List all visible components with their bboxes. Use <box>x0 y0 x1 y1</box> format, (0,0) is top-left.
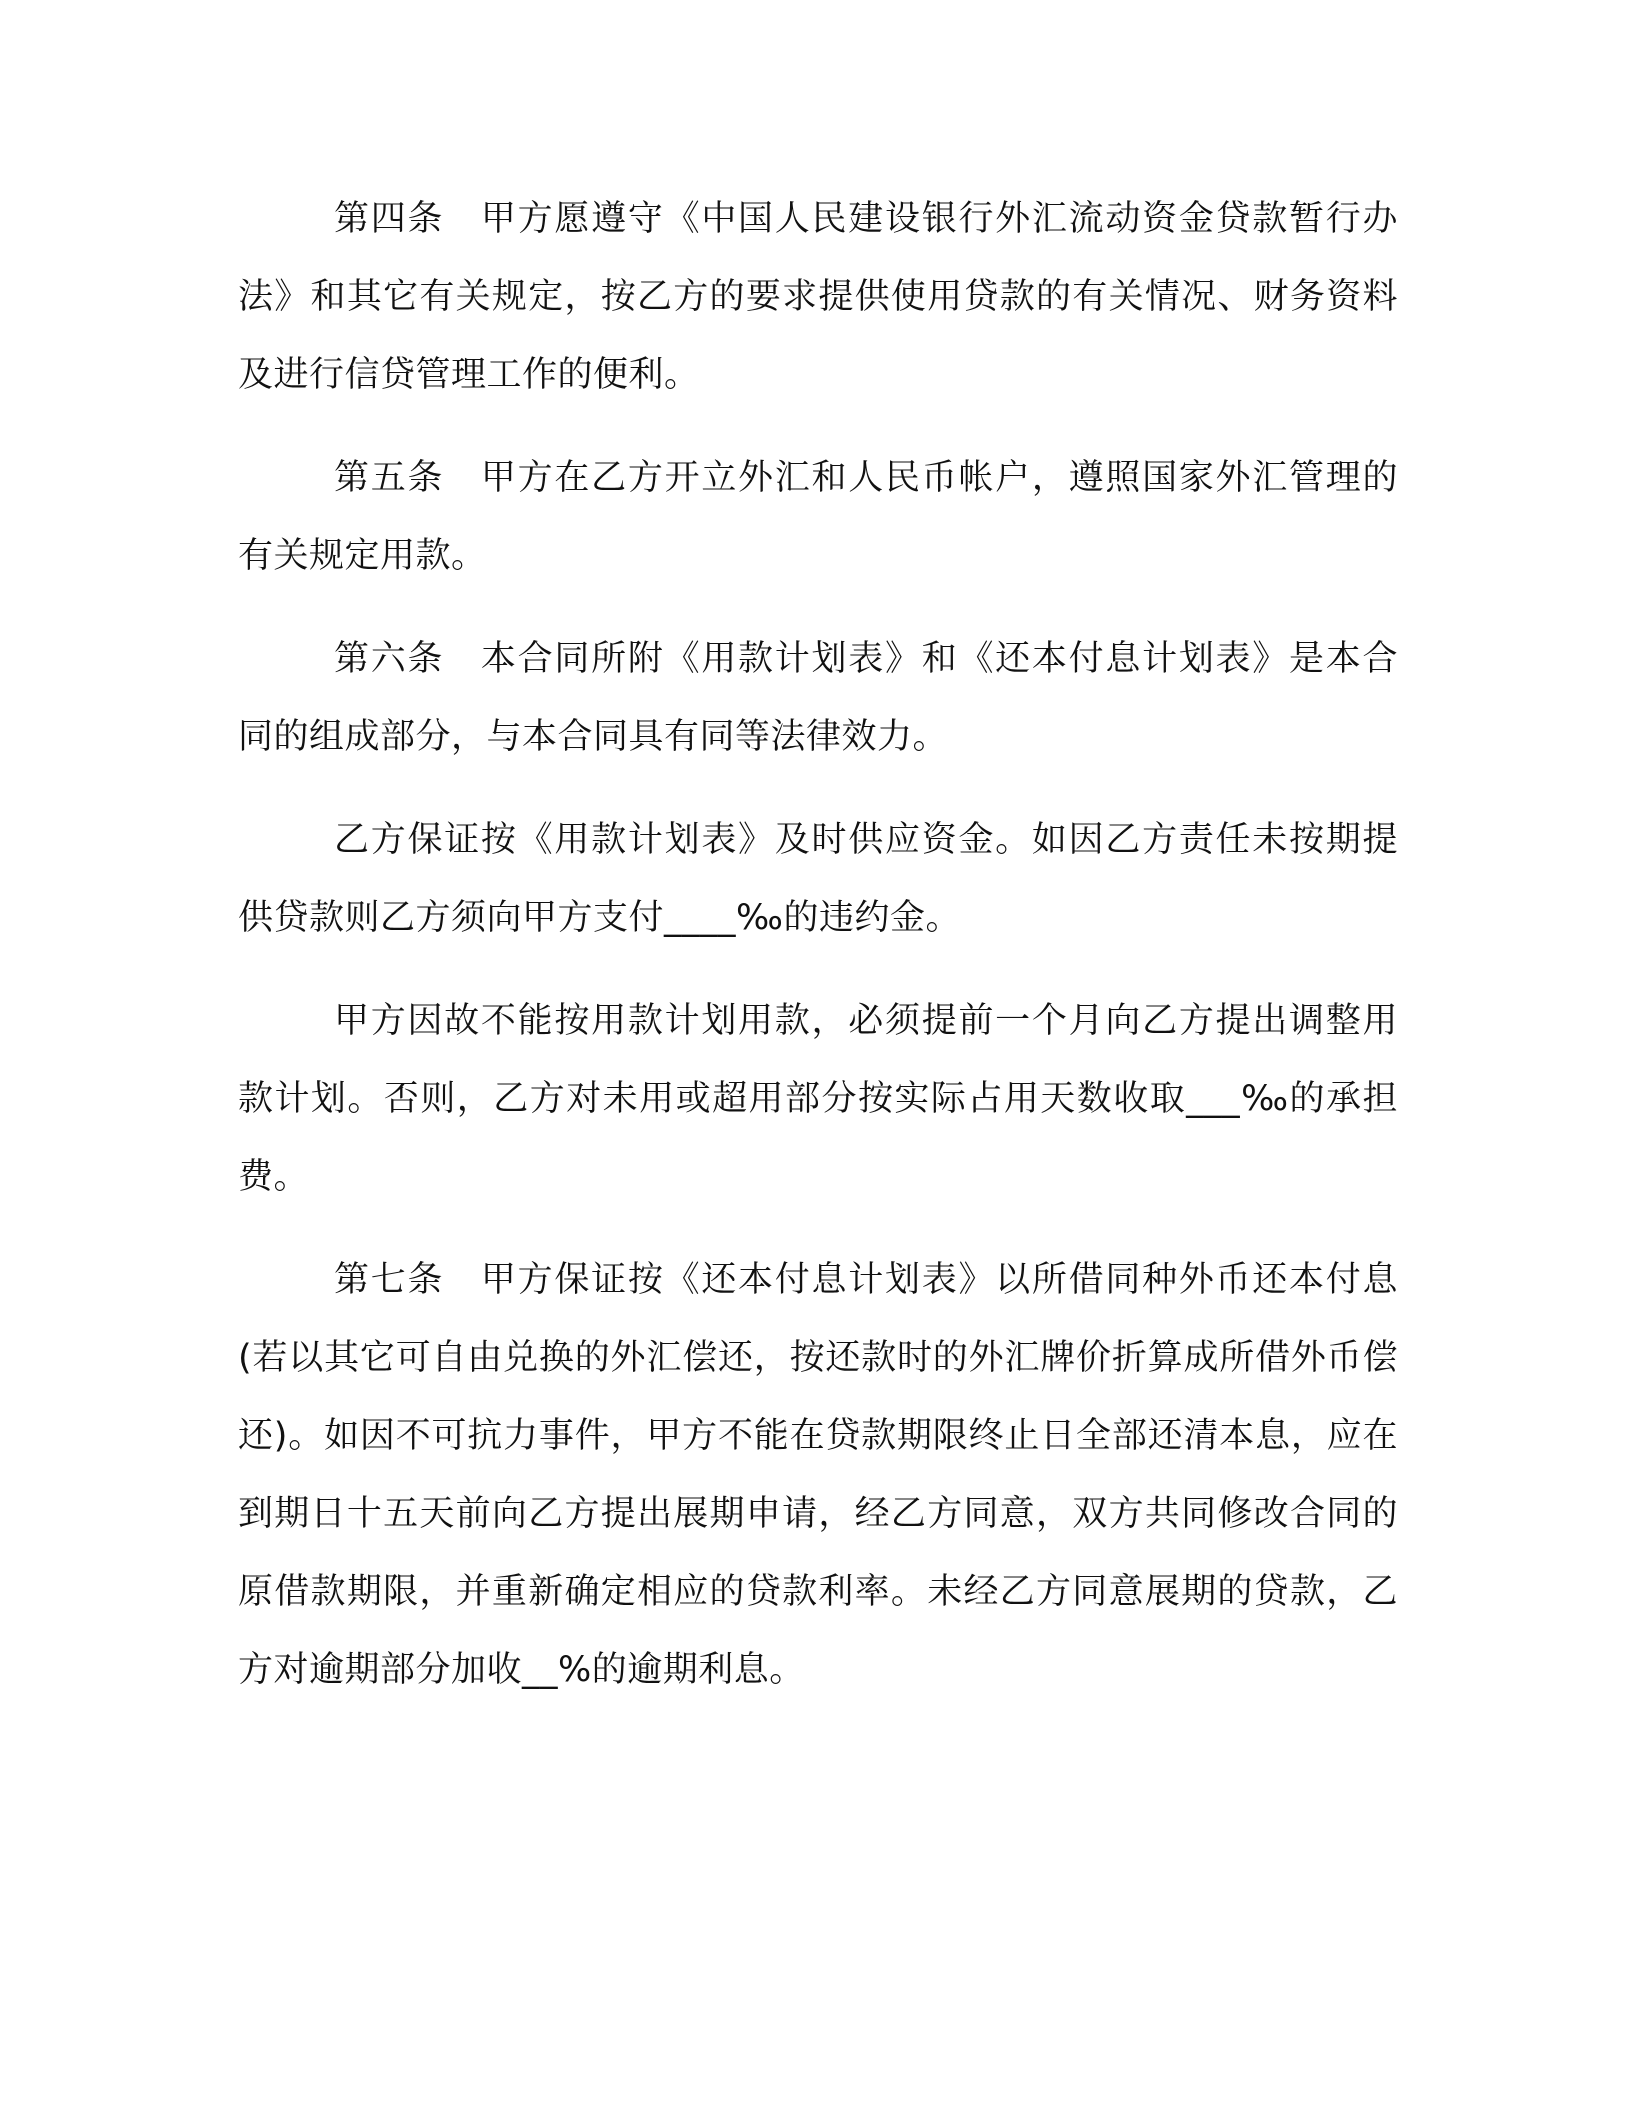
plan-adjustment-paragraph: 甲方因故不能按用款计划用款，必须提前一个月向乙方提出调整用款计划。否则，乙方对未用或超用部分按实际占用天数收取___‰的承担费。 <box>238 1001 1398 1197</box>
article-7-paragraph: 第七条 甲方保证按《还本付息计划表》以所借同种外币还本付息(若以其它可自由兑换的外汇偿还，按还款时的外汇牌价折算成所借外币偿还)。如因不可抗力事件，甲方不能在贷款期限终止日全部还清本息，应在到期日十五天前向乙方提出展期申请，经乙方同意，双方共同修改合同的原借款期限，并重新确定相应的贷款利率。未经乙方同意展期的贷款，乙方对逾期部分加收__%的逾期利息。 <box>238 1260 1398 1690</box>
article-6-paragraph: 第六条 本合同所附《用款计划表》和《还本付息计划表》是本合同的组成部分，与本合同具有同等法律效力。 <box>238 639 1398 757</box>
funding-guarantee-paragraph: 乙方保证按《用款计划表》及时供应资金。如因乙方责任未按期提供贷款则乙方须向甲方支付____‰的违约金。 <box>238 820 1398 938</box>
document-body <box>238 180 1398 1734</box>
article-5-paragraph: 第五条 甲方在乙方开立外汇和人民币帐户，遵照国家外汇管理的有关规定用款。 <box>238 458 1398 576</box>
article-4-paragraph: 第四条 甲方愿遵守《中国人民建设银行外汇流动资金贷款暂行办法》和其它有关规定，按乙方的要求提供使用贷款的有关情况、财务资料及进行信贷管理工作的便利。 <box>238 199 1398 395</box>
